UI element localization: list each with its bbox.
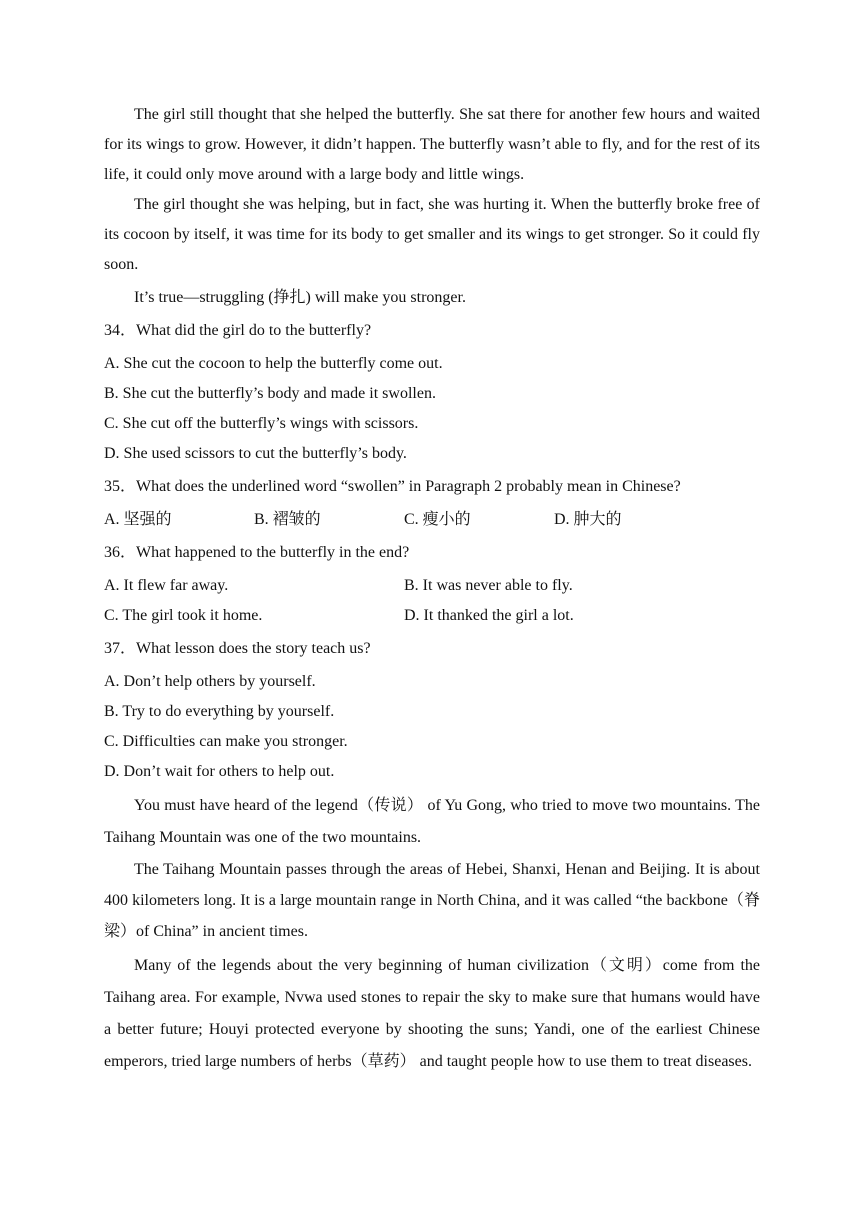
option-b: B. She cut the butterfly’s body and made it swollen.: [104, 385, 436, 402]
option-d: D. 肿大的: [554, 511, 622, 528]
options-row: [104, 505, 760, 535]
question-35: [104, 472, 760, 535]
option-b: B. It was never able to fly.: [404, 577, 573, 594]
option-c: C. The girl took it home.: [104, 607, 263, 624]
question-stem: 35．What does the underlined word “swollen” in Paragraph 2 probably mean in Chinese?: [104, 478, 681, 495]
option-b: B. 褶皱的: [254, 511, 321, 528]
option-d: D. She used scissors to cut the butterfly’s body.: [104, 445, 407, 462]
option-d: D. Don’t wait for others to help out.: [104, 763, 335, 780]
option-c: C. She cut off the butterfly’s wings with scissors.: [104, 415, 419, 432]
exam-page: [104, 100, 760, 1078]
option-d: D. It thanked the girl a lot.: [404, 607, 574, 624]
question-stem: 37．What lesson does the story teach us?: [104, 640, 371, 657]
options-row: [104, 601, 760, 631]
options-row: [104, 571, 760, 601]
passage-paragraph: Many of the legends about the very beginning of human civilization（文明）come from the Taihang area. For example, Nvwa used stones to repair the sky to make sure that humans would have a better future; Houyi protected everyone by shooting the suns; Yandi, one of the earliest Chinese emperors, tried large numbers of herbs（草药） and taught people how to use them to treat diseases.: [104, 957, 760, 1070]
option-c: C. Difficulties can make you stronger.: [104, 733, 348, 750]
question-34: [104, 316, 760, 469]
question-stem: 36．What happened to the butterfly in the end?: [104, 544, 410, 561]
option-a: A. 坚强的: [104, 511, 172, 528]
passage-paragraph: It’s true—struggling (挣扎) will make you stronger.: [134, 289, 466, 306]
option-c: C. 瘦小的: [404, 511, 471, 528]
passage-paragraph: The girl still thought that she helped the butterfly. She sat there for another few hours and waited for its wings to grow. However, it didn’t happen. The butterfly wasn’t able to fly, and for the rest of its life, it could only move around with a large body and little wings.: [104, 106, 760, 183]
passage-paragraph: You must have heard of the legend（传说） of Yu Gong, who tried to move two mountains. The Taihang Mountain was one of the two mountains.: [104, 797, 760, 846]
option-a: A. She cut the cocoon to help the butterfly come out.: [104, 355, 443, 372]
option-b: B. Try to do everything by yourself.: [104, 703, 335, 720]
question-36: [104, 538, 760, 631]
option-a: A. Don’t help others by yourself.: [104, 673, 316, 690]
passage-paragraph: The girl thought she was helping, but in fact, she was hurting it. When the butterfly broke free of its cocoon by itself, it was time for its body to get smaller and its wings to get stronger. So it could fly soon.: [104, 196, 760, 273]
passage-paragraph: The Taihang Mountain passes through the areas of Hebei, Shanxi, Henan and Beijing. It is about 400 kilometers long. It is a large mountain range in North China, and it was called “the backbone（脊梁）of China” in ancient times.: [104, 861, 760, 940]
question-stem: 34．What did the girl do to the butterfly?: [104, 322, 372, 339]
option-a: A. It flew far away.: [104, 577, 229, 594]
question-37: [104, 634, 760, 787]
